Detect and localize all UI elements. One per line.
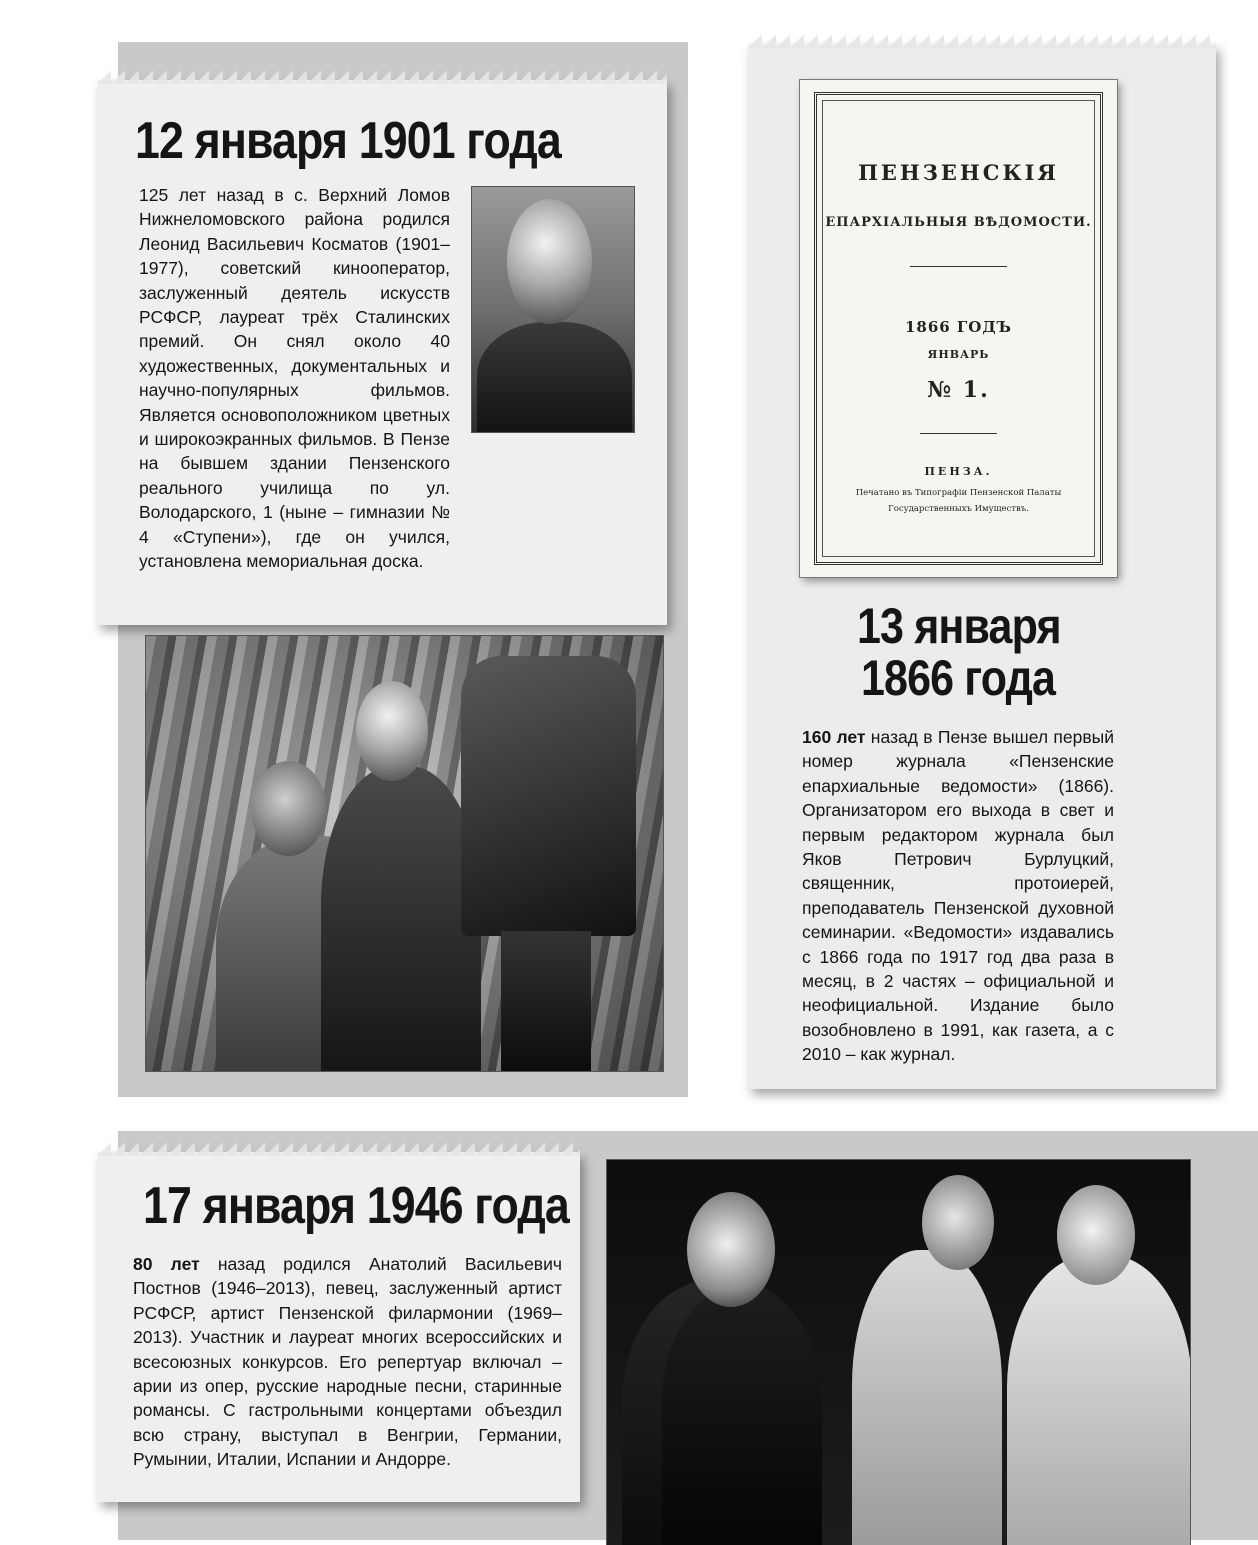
portrait-figure-body [477,322,632,432]
camera-operators-photo [146,636,663,1071]
singer-body [622,1280,822,1545]
postnov-concert-photo [607,1160,1190,1545]
cover-city: ПЕНЗА. [924,465,993,478]
section3-text-body: назад родился Анатолий Васильевич Постнов (1946–2013), певец, заслуженный артист РСФСР, артист Пензенской филармонии (1969–2013). Участник и лауреат многих всероссийских и всесоюзных конкурсов. Его репертуар включал – арии из опер, русские народные песни, старинные романсы. С гастрольными концертами объездил всю страну, выступал в Венгрии, Германии, Румынии, Италии, Испании и Андорре. [133,1254,562,1470]
portrait-figure-head [507,199,592,324]
section3-text-bold: 80 лет [133,1254,200,1274]
cover-printer-1: Печатано въ Типографiи Пензенской Палаты [855,488,1062,498]
trumpeter-head [1057,1185,1135,1285]
torn-edge [97,1142,580,1156]
section1-text: 125 лет назад в с. Верхний Ломов Нижнеломовского района родился Леонид Васильевич Косматов (1901–1977), советский кинооператор, заслуженный деятель искусств РСФСР, лауреат трёх Сталинских премий. Он снял около 40 художественных, документальных и научно-популярных фильмов. Является основоположником цветных и широкоэкранных фильмов. В Пензе на бывшем здании Пензенского реального училища по ул. Володарского, 1 (ныне – гимназии № 4 «Ступени»), где он учился, установлена мемориальная доска. [139,185,450,572]
cover-title-2: ЕПАРХIАЛЬНЫЯ ВѢДОМОСТИ. [825,215,1092,230]
journal-cover-image [800,80,1117,577]
operator-right-body [321,766,481,1071]
torn-edge [748,34,1216,48]
cover-rule [910,266,1007,267]
cover-title-1: ПЕНЗЕНСКIЯ [858,160,1059,185]
section3-title: 17 января 1946 года [143,1177,569,1235]
trumpeter-body [1007,1255,1190,1545]
section2-title-line1: 13 января [857,598,1061,654]
cover-month: ЯНВАРЬ [927,348,990,361]
saxophonist-body [852,1250,1002,1545]
section2-text-body: назад в Пензе вышел первый номер журнала «Пензенские епархиальные ведомости» (1866). Организатором его выхода в свет и первым редактором журнала был Яков Петрович Бурлуцкий, священник, протоиерей, преподаватель Пензенской духовной семинарии. «Ведомости» издавались с 1866 года по 1917 год два раза в месяц, в 2 частях – официальной и неофициальной. Издание было возобновлено в 1991, как газета, а с 2010 – как журнал. [802,727,1114,1065]
operator-right-head [356,681,428,781]
cover-printer-2: Государственныхъ Имуществъ. [888,504,1029,514]
singer-head [687,1192,775,1307]
operator-left-head [251,761,326,856]
kosmatov-portrait-photo [472,187,634,432]
cover-rule-2 [920,433,997,434]
section2-title-line2: 1866 года [861,650,1056,706]
section2-text [802,725,1114,1067]
cover-year: 1866 ГОДЪ [904,318,1013,336]
cover-number: № 1. [927,377,990,403]
section3-text [133,1252,562,1472]
saxophonist-head [922,1175,994,1270]
section2-text-bold: 160 лет [802,727,866,747]
film-camera [461,656,636,936]
torn-edge [97,70,667,84]
camera-tripod [501,931,591,1071]
section1-title: 12 января 1901 года [135,112,561,170]
